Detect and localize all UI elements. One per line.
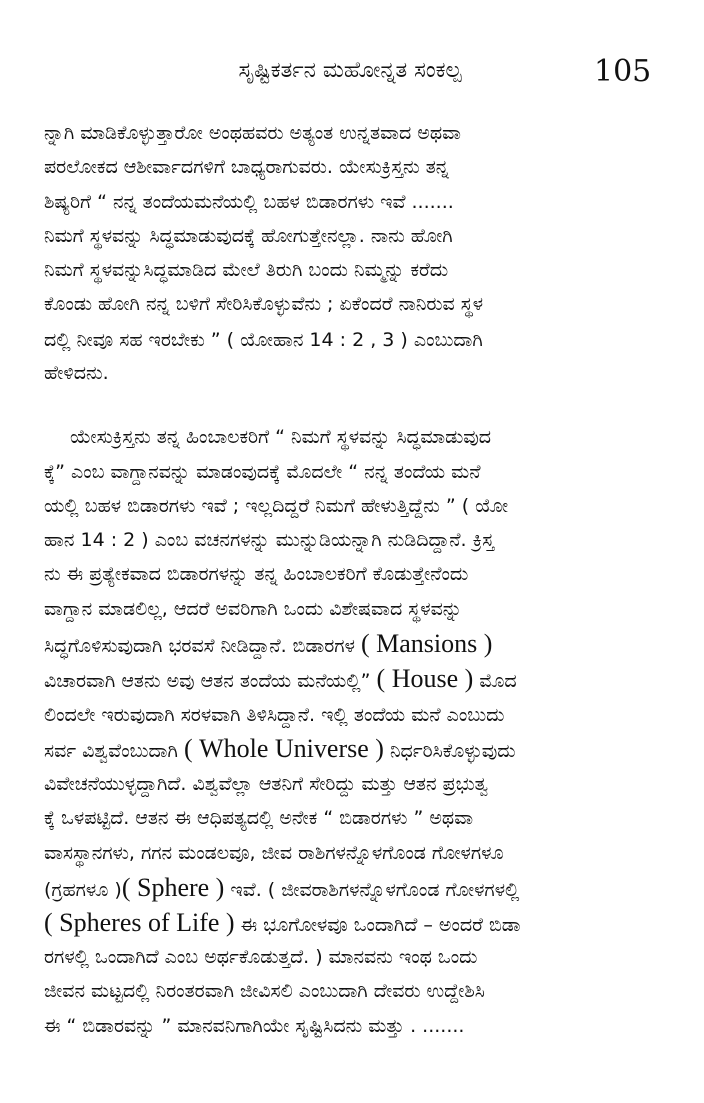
text-run: ಕ್ಕೆ” ಎಂಬ ವಾಗ್ದಾನವನ್ನು ಮಾಡಂವುದಕ್ಕೆ ಮೊದಲೇ “ ನನ್ನ ತಂದೆಯ ಮನೆ [44,461,481,483]
english-term: ( Sphere ) [121,873,225,902]
text-line: ನಿಮಗೆ ಸ್ಥಳವನ್ನು ಸಿದ್ಧಮಾಡುವುದಕ್ಕೆ ಹೋಗುತ್ತೇನಲ್ಲಾ. ನಾನು ಹೋಗಿ [44,225,453,247]
text-line [44,490,508,522]
text-run: ನಿರ್ಧರಿಸಿಕೊಳ್ಳುವುದು [383,740,516,762]
text-run: ಈ “ ಬಿಡಾರವನ್ನು ” ಮಾನವನಿಗಾಗಿಯೇ ಸೃಷ್ಟಿಸಿದನು ಮತ್ತು . ....... [44,1015,465,1037]
text-line [44,593,462,625]
text-line [44,558,468,590]
text-run: ಇವೆ. ( ಜೀವರಾಶಿಗಳನ್ನೊಳಗೊಂಡ ಗೋಳಗಳಲ್ಲಿ [224,879,520,901]
text-line [70,421,491,453]
text-line [44,941,477,973]
text-line [44,699,504,731]
text-run: ನು ಈ ಪ್ರತ್ಯೇಕವಾದ ಬಿಡಾರಗಳನ್ನು ತನ್ನ ಹಿಂಬಾಲಕರಿಗೆ ಕೊಡುತ್ತೇನೆಂದು [44,563,469,585]
english-term: ( House ) [376,664,474,693]
text-line [44,663,517,695]
text-line: ಪರಲೋಕದ ಆಶೀರ್ವಾದಗಳಿಗೆ ಬಾಧ್ಯರಾಗುವರು. ಯೇಸುಕ್ರಿಸ್ತನು ತನ್ನ [44,156,449,178]
page-number: 105 [594,54,652,89]
text-line [44,733,516,765]
text-run: ಕ್ಕೆ ಒಳಪಟ್ಟಿದೆ. ಆತನ ಈ ಆಧಿಪತ್ಯದಲ್ಲಿ ಅನೇಕ “ ಬಿಡಾರಗಳು ” ಅಥವಾ [44,807,474,829]
text-line: ದಲ್ಲಿ ನೀವೂ ಸಹ ಇರಬೇಕು ” ( ಯೋಹಾನ 14 : 2 , 3 ) ಎಂಬುದಾಗಿ [44,329,483,351]
text-line [44,872,519,904]
english-term: ( Whole Universe ) [183,734,384,763]
text-line [44,837,504,869]
text-run: ಯಲ್ಲಿ ಬಹಳ ಬಿಡಾರಗಳು ಇವೆ ; ಇಲ್ಲದಿದ್ದರೆ ನಿಮಗೆ ಹೇಳುತ್ತಿದ್ದೆನು ” ( ಯೋ [44,495,509,517]
text-line [44,802,473,834]
text-line [44,628,492,660]
text-line: ಕೊಂಡು ಹೋಗಿ ನನ್ನ ಬಳಿಗೆ ಸೇರಿಸಿಕೊಳ್ಳುವೆನು ; ಏಕೆಂದರೆ ನಾನಿರುವ ಸ್ಥಳ [44,293,484,315]
text-line: ನಿಮಗೆ ಸ್ಥಳವನ್ನುಸಿದ್ಧಮಾಡಿದ ಮೇಲೆ ತಿರುಗಿ ಬಂದು ನಿಮ್ಮನ್ನು ಕರೆದು [44,259,449,281]
text-run: ವಿವೇಚನೆಯುಳ್ಳದ್ದಾಗಿದೆ. ವಿಶ್ವವೆಲ್ಲಾ ಆತನಿಗೆ ಸೇರಿದ್ದು ಮತ್ತು ಆತನ ಪ್ರಭುತ್ವ [44,773,489,795]
text-run: ವಾಗ್ದಾನ ಮಾಡಲಿಲ್ಲ, ಆದರೆ ಅವರಿಗಾಗಿ ಒಂದು ವಿಶೇಷವಾದ ಸ್ಥಳವನ್ನು [44,598,462,620]
text-line [44,524,494,556]
text-run: ಜೀವನ ಮಟ್ಟದಲ್ಲಿ ನಿರಂತರವಾಗಿ ಜೀವಿಸಲಿ ಎಂಬುದಾಗಿ ದೇವರು ಉದ್ದೇಶಿಸಿ [44,980,485,1002]
text-run: ರಗಳಲ್ಲಿ ಒಂದಾಗಿದೆ ಎಂಬ ಅರ್ಥಕೊಡುತ್ತದೆ. ) ಮಾನವನು ಇಂಥ ಒಂದು [44,946,478,968]
text-line [44,768,488,800]
text-run: ಲಿಂದಲೇ ಇರುವುದಾಗಿ ಸರಳವಾಗಿ ತಿಳಿಸಿದ್ದಾನೆ. ಇಲ್ಲಿ ತಂದೆಯ ಮನೆ ಎಂಬುದು [44,704,505,726]
text-run: ಹಾನ 14 : 2 ) ಎಂಬ ವಚನಗಳನ್ನು ಮುನ್ನುಡಿಯನ್ನಾಗಿ ನುಡಿದಿದ್ದಾನೆ. ಕ್ರಿಸ್ತ [44,529,495,551]
text-run: ಸಿದ್ಧಗೊಳಿಸುವುದಾಗಿ ಭರವಸೆ ನೀಡಿದ್ದಾನೆ. ಬಿಡಾರಗಳ [44,635,361,657]
text-run: (ಗ್ರಹಗಳೂ ) [44,879,122,901]
running-title: ಸೃಷ್ಟಿಕರ್ತನ ಮಹೋನ್ನತ ಸಂಕಲ್ಪ [238,58,462,83]
text-line: ಹೇಳಿದನು. [44,362,109,384]
text-line [44,975,485,1007]
text-run: ವಿಚಾರವಾಗಿ ಆತನು ಅವು ಆತನ ತಂದೆಯ ಮನೆಯಲ್ಲಿ” [44,670,377,692]
text-run: ವಾಸಸ್ಥಾನಗಳು, ಗಗನ ಮಂಡಲವೂ, ಜೀವ ರಾಶಿಗಳನ್ನೊಳಗೊಂಡ ಗೋಳಗಳೂ [44,842,504,864]
text-line: ನ್ನಾಗಿ ಮಾಡಿಕೊಳ್ಳುತ್ತಾರೋ ಅಂಥಹವರು ಅತ್ಯಂತ ಉನ್ನತವಾದ ಅಥವಾ [44,122,462,144]
text-line [44,1010,464,1042]
text-run: ಯೇಸುಕ್ರಿಸ್ತನು ತನ್ನ ಹಿಂಬಾಲಕರಿಗೆ “ ನಿಮಗೆ ಸ್ಥಳವನ್ನು ಸಿದ್ಧಮಾಡುವುದ [70,426,492,448]
text-run: ಸರ್ವ ವಿಶ್ವವೆಂಬುದಾಗಿ [44,740,184,762]
text-run: ಈ ಭೂಗೋಳವೂ ಒಂದಾಗಿದೆ – ಅಂದರೆ ಬಿಡಾ [234,914,521,936]
english-term: ( Mansions ) [360,629,493,658]
text-line: ಶಿಷ್ಯರಿಗೆ “ ನನ್ನ ತಂದೆಯಮನೆಯಲ್ಲಿ ಬಹಳ ಬಿಡಾರಗಳು ಇವೆ ....... [44,191,454,213]
text-line [44,456,481,488]
english-term: ( Spheres of Life ) [44,908,235,937]
text-line [44,907,521,939]
text-run: ಮೊದ [473,670,517,692]
